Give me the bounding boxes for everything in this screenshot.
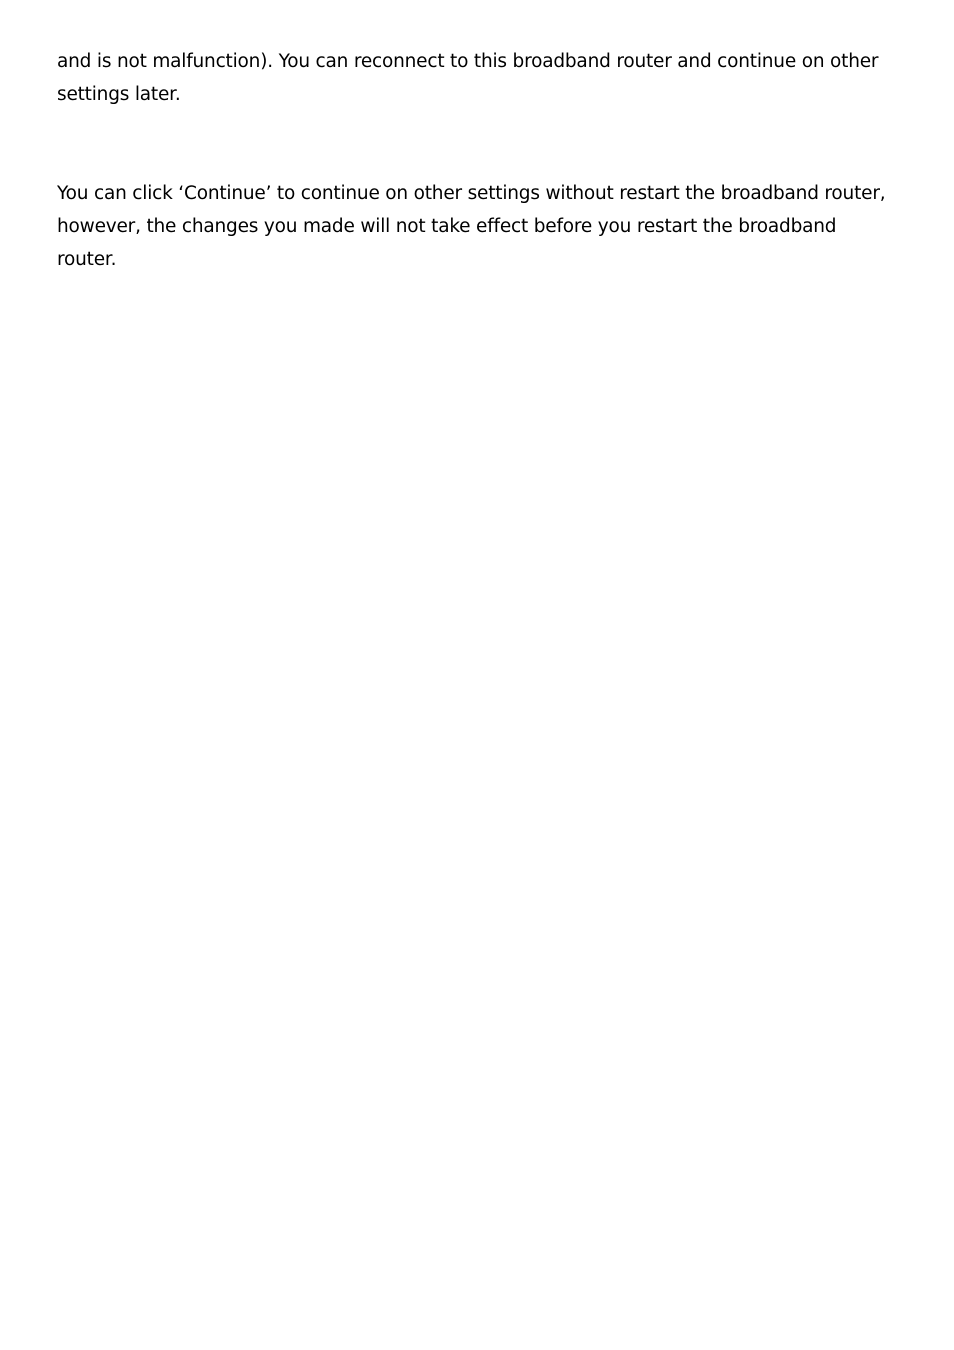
paragraph-continue-note <box>57 177 902 276</box>
text-line: router. <box>57 249 117 270</box>
text-line: settings later. <box>57 84 181 105</box>
text-line: You can click ‘Continue’ to continue on other settings without restart the broadband router, <box>57 183 886 204</box>
paragraph-reconnect-note <box>57 45 902 111</box>
text-line: however, the changes you made will not take effect before you restart the broadband <box>57 216 837 237</box>
text-line: and is not malfunction). You can reconnect to this broadband router and continue on other <box>57 51 879 72</box>
